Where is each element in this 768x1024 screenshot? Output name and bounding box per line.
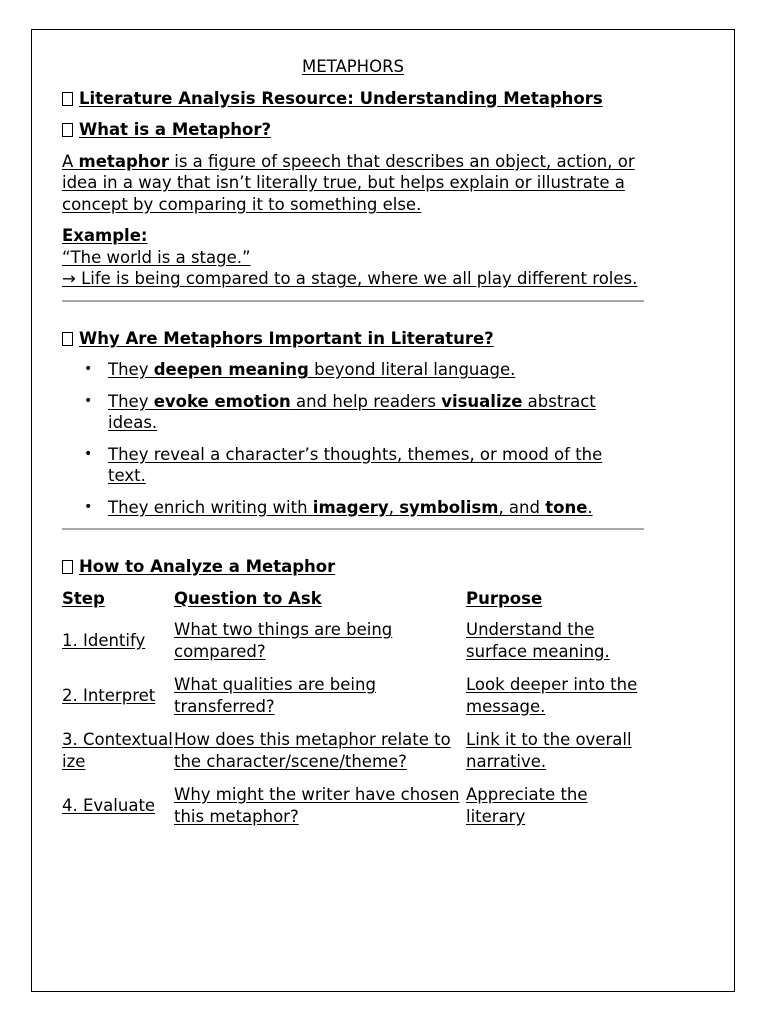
emoji-placeholder-icon [62, 92, 73, 106]
list-item: • They reveal a character’s thoughts, themes, or mood of the text. [84, 444, 603, 485]
resource-heading: Literature Analysis Resource: Understanding Metaphors [62, 88, 644, 110]
step-cell: 4. Evaluate [62, 795, 156, 815]
purpose-cell: Understand the surface meaning. [466, 620, 610, 661]
list-item: • They deepen meaning beyond literal language. [84, 360, 516, 379]
page-title: METAPHORS [301, 57, 405, 76]
emoji-placeholder-icon [62, 332, 73, 346]
section-heading-how: How to Analyze a Metaphor [62, 556, 644, 578]
step-cell: 1. Identify [62, 630, 146, 650]
section-heading-why: Why Are Metaphors Important in Literature? [62, 328, 644, 350]
question-cell: What qualities are being transferred? [174, 675, 376, 716]
question-cell: What two things are being compared? [174, 620, 393, 661]
list-item: • They enrich writing with imagery, symbolism, and tone. [84, 497, 593, 517]
question-cell: Why might the writer have chosen this metaphor? [174, 785, 460, 826]
analysis-table [62, 588, 644, 840]
divider [62, 300, 644, 302]
bullet-icon: • [84, 498, 93, 515]
bullet-icon: • [84, 361, 93, 377]
step-cell: 3. Contextualize [62, 730, 173, 771]
emoji-placeholder-icon [62, 123, 73, 137]
table-header-row [62, 588, 644, 620]
bullet-icon: • [84, 392, 93, 409]
table-row [62, 619, 644, 674]
example-label: Example: [62, 226, 148, 245]
bullet-icon: • [84, 445, 93, 462]
list-item: • They evoke emotion and help readers visualize abstract ideas. [84, 391, 596, 432]
divider [62, 528, 644, 530]
purpose-cell: Appreciate the literary [466, 785, 588, 826]
purpose-cell: Look deeper into the message. [466, 675, 638, 716]
table-row [62, 784, 644, 839]
importance-list [62, 359, 644, 518]
question-cell: How does this metaphor relate to the character/scene/theme? [174, 730, 451, 771]
example-explanation: → Life is being compared to a stage, where we all play different roles. [62, 269, 638, 288]
definition-paragraph: A metaphor is a figure of speech that describes an object, action, or idea in a way that isn’t literally true, but helps explain or illustrate a concept by comparing it to something else. [62, 151, 635, 214]
step-cell: 2. Interpret [62, 685, 156, 705]
emoji-placeholder-icon [62, 560, 73, 574]
example-block [62, 225, 644, 290]
section-heading-what: What is a Metaphor? [62, 119, 644, 141]
table-row [62, 674, 644, 729]
column-header: Step [62, 588, 105, 608]
purpose-cell: Link it to the overall narrative. [466, 730, 632, 771]
example-quote: “The world is a stage.” [62, 247, 251, 267]
column-header: Purpose [466, 588, 543, 608]
document-content [62, 56, 644, 839]
column-header: Question to Ask [174, 588, 322, 608]
table-row [62, 729, 644, 784]
